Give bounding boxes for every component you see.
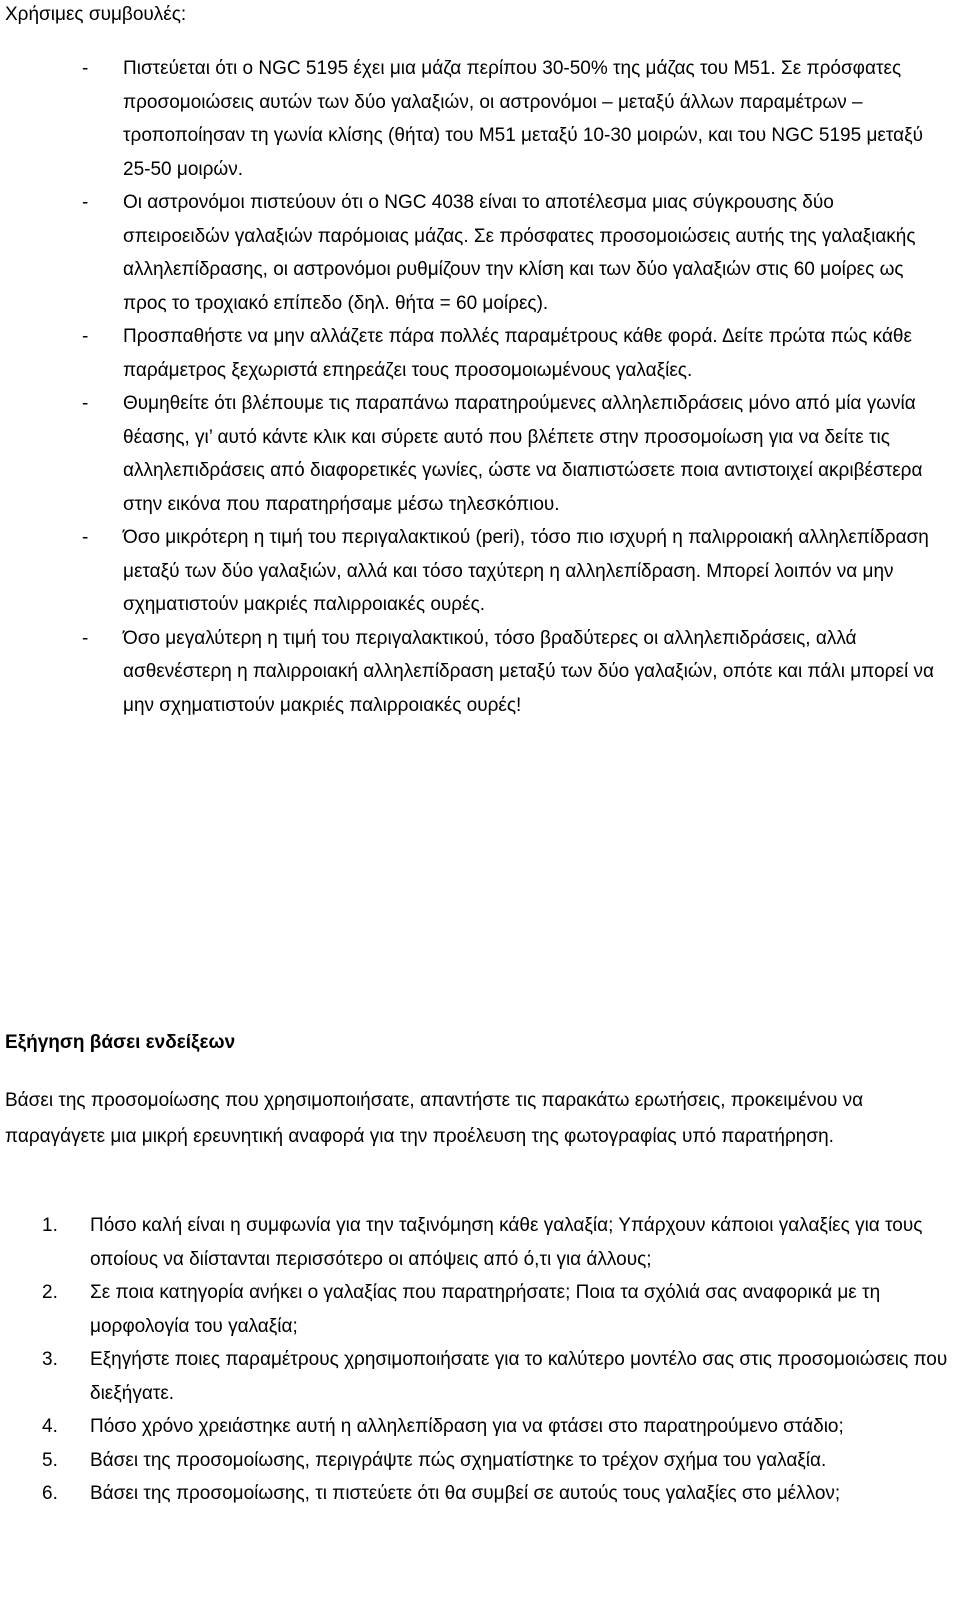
- question-text: Εξηγήστε ποιες παραμέτρους χρησιμοποιήσατε για το καλύτερο μοντέλο σας στις προσομοιώσεις που διεξήγατε.: [90, 1349, 948, 1404]
- questions-list: [0, 1209, 960, 1511]
- question-text: Πόσο χρόνο χρειάστηκε αυτή η αλληλεπίδραση για να φτάσει στο παρατηρούμενο στάδιο;: [90, 1416, 844, 1437]
- question-text: Πόσο καλή είναι η συμφωνία για την ταξινόμηση κάθε γαλαξία; Υπάρχουν κάποιοι γαλαξίες για τους οποίους να διίστανται περισσότερο οι απόψεις από ό,τι για άλλους;: [90, 1215, 923, 1270]
- question-number: 5.: [42, 1449, 58, 1471]
- tip-item: [0, 387, 960, 521]
- question-number: 3.: [42, 1349, 58, 1370]
- question-number: 1.: [42, 1215, 58, 1236]
- tip-text: Πιστεύεται ότι ο NGC 5195 έχει μια μάζα περίπου 30-50% της μάζας του M51. Σε πρόσφατες προσομοιώσεις αυτών των δύο γαλαξιών, οι αστρονόμοι – μεταξύ άλλων παραμέτρων – τροποποίησαν τη γωνία κλίσης (θήτα) του M51 μεταξύ 10-30 μοιρών, και του NGC 5195 μεταξύ 25-50 μοιρών.: [123, 58, 923, 180]
- question-item: [0, 1477, 960, 1511]
- tip-text: Όσο μικρότερη η τιμή του περιγαλακτικού (peri), τόσο πιο ισχυρή η παλιρροιακή αλληλεπίδραση μεταξύ των δύο γαλαξιών, αλλά και τόσο ταχύτερη η αλληλεπίδραση. Μπορεί λοιπόν να μην σχηματιστούν μακριές παλιρροιακές ουρές.: [123, 527, 929, 615]
- tip-text: Οι αστρονόμοι πιστεύουν ότι ο NGC 4038 είναι το αποτέλεσμα μιας σύγκρουσης δύο σπειροειδών γαλαξιών παρόμοιας μάζας. Σε πρόσφατες προσομοιώσεις αυτής της γαλαξιακής αλληλεπίδρασης, οι αστρονόμοι ρυθμίζουν την κλίση και των δύο γαλαξιών στις 60 μοίρες ως προς το τροχιακό επίπεδο (δηλ. θήτα = 60 μοίρες).: [123, 192, 916, 314]
- tip-item: [0, 186, 960, 320]
- bullet-dash: -: [82, 527, 89, 548]
- question-number: 2.: [42, 1282, 58, 1303]
- question-item: [0, 1410, 960, 1444]
- tip-item: [0, 622, 960, 723]
- bullet-dash: -: [82, 192, 89, 213]
- question-text: Βάσει της προσομοίωσης, τι πιστεύετε ότι θα συμβεί σε αυτούς τους γαλαξίες στο μέλλον;: [90, 1483, 841, 1504]
- question-number: 4.: [42, 1416, 58, 1437]
- question-text: Βάσει της προσομοίωσης, περιγράψτε πώς σχηματίστηκε το τρέχον σχήμα του γαλαξία.: [90, 1449, 827, 1471]
- tip-text: Όσο μεγαλύτερη η τιμή του περιγαλακτικού, τόσο βραδύτερες οι αλληλεπιδράσεις, αλλά ασθενέστερη η παλιρροιακή αλληλεπίδραση μεταξύ των δύο γαλαξιών, οπότε και πάλι μπορεί να μην σχηματιστούν μακριές παλιρροιακές ουρές!: [123, 627, 934, 716]
- tip-text: Προσπαθήστε να μην αλλάζετε πάρα πολλές παραμέτρους κάθε φορά. Δείτε πρώτα πώς κάθε παράμετρος ξεχωριστά επηρεάζει τους προσομοιωμένους γαλαξίες.: [123, 326, 912, 381]
- question-item: [0, 1209, 960, 1276]
- tip-text: Θυμηθείτε ότι βλέπουμε τις παραπάνω παρατηρούμενες αλληλεπιδράσεις μόνο από μία γωνία θέασης, γι’ αυτό κάντε κλικ και σύρετε αυτό που βλέπετε στην προσομοίωση για να δείτε τις αλληλεπιδράσεις από διαφορετικές γωνίες, ώστε να διαπιστώσετε ποια αντιστοιχεί ακριβέστερα στην εικόνα που παρατηρήσαμε μέσω τηλεσκόπιου.: [123, 393, 923, 515]
- tip-item: [0, 52, 960, 186]
- question-text: Σε ποια κατηγορία ανήκει ο γαλαξίας που παρατηρήσατε; Ποια τα σχόλιά σας αναφορικά με τη μορφολογία του γαλαξία;: [90, 1282, 881, 1337]
- question-item: [0, 1276, 960, 1343]
- question-item: [0, 1444, 960, 1478]
- tip-item: [0, 320, 960, 387]
- tip-item: [0, 521, 960, 622]
- tips-list: [0, 52, 960, 722]
- bullet-dash: -: [82, 58, 89, 79]
- section-heading: Εξήγηση βάσει ενδείξεων: [5, 1032, 236, 1053]
- intro-paragraph: Βάσει της προσομοίωσης που χρησιμοποιήσατε, απαντήστε τις παρακάτω ερωτήσεις, προκειμένου να παραγάγετε μια μικρή ερευνητική αναφορά για την προέλευση της φωτογραφίας υπό παρατήρηση.: [5, 1090, 864, 1147]
- bullet-dash: -: [82, 627, 89, 649]
- tips-title: Χρήσιμες συμβουλές:: [5, 4, 187, 25]
- bullet-dash: -: [82, 393, 89, 414]
- question-number: 6.: [42, 1483, 58, 1504]
- question-item: [0, 1343, 960, 1410]
- bullet-dash: -: [82, 326, 89, 347]
